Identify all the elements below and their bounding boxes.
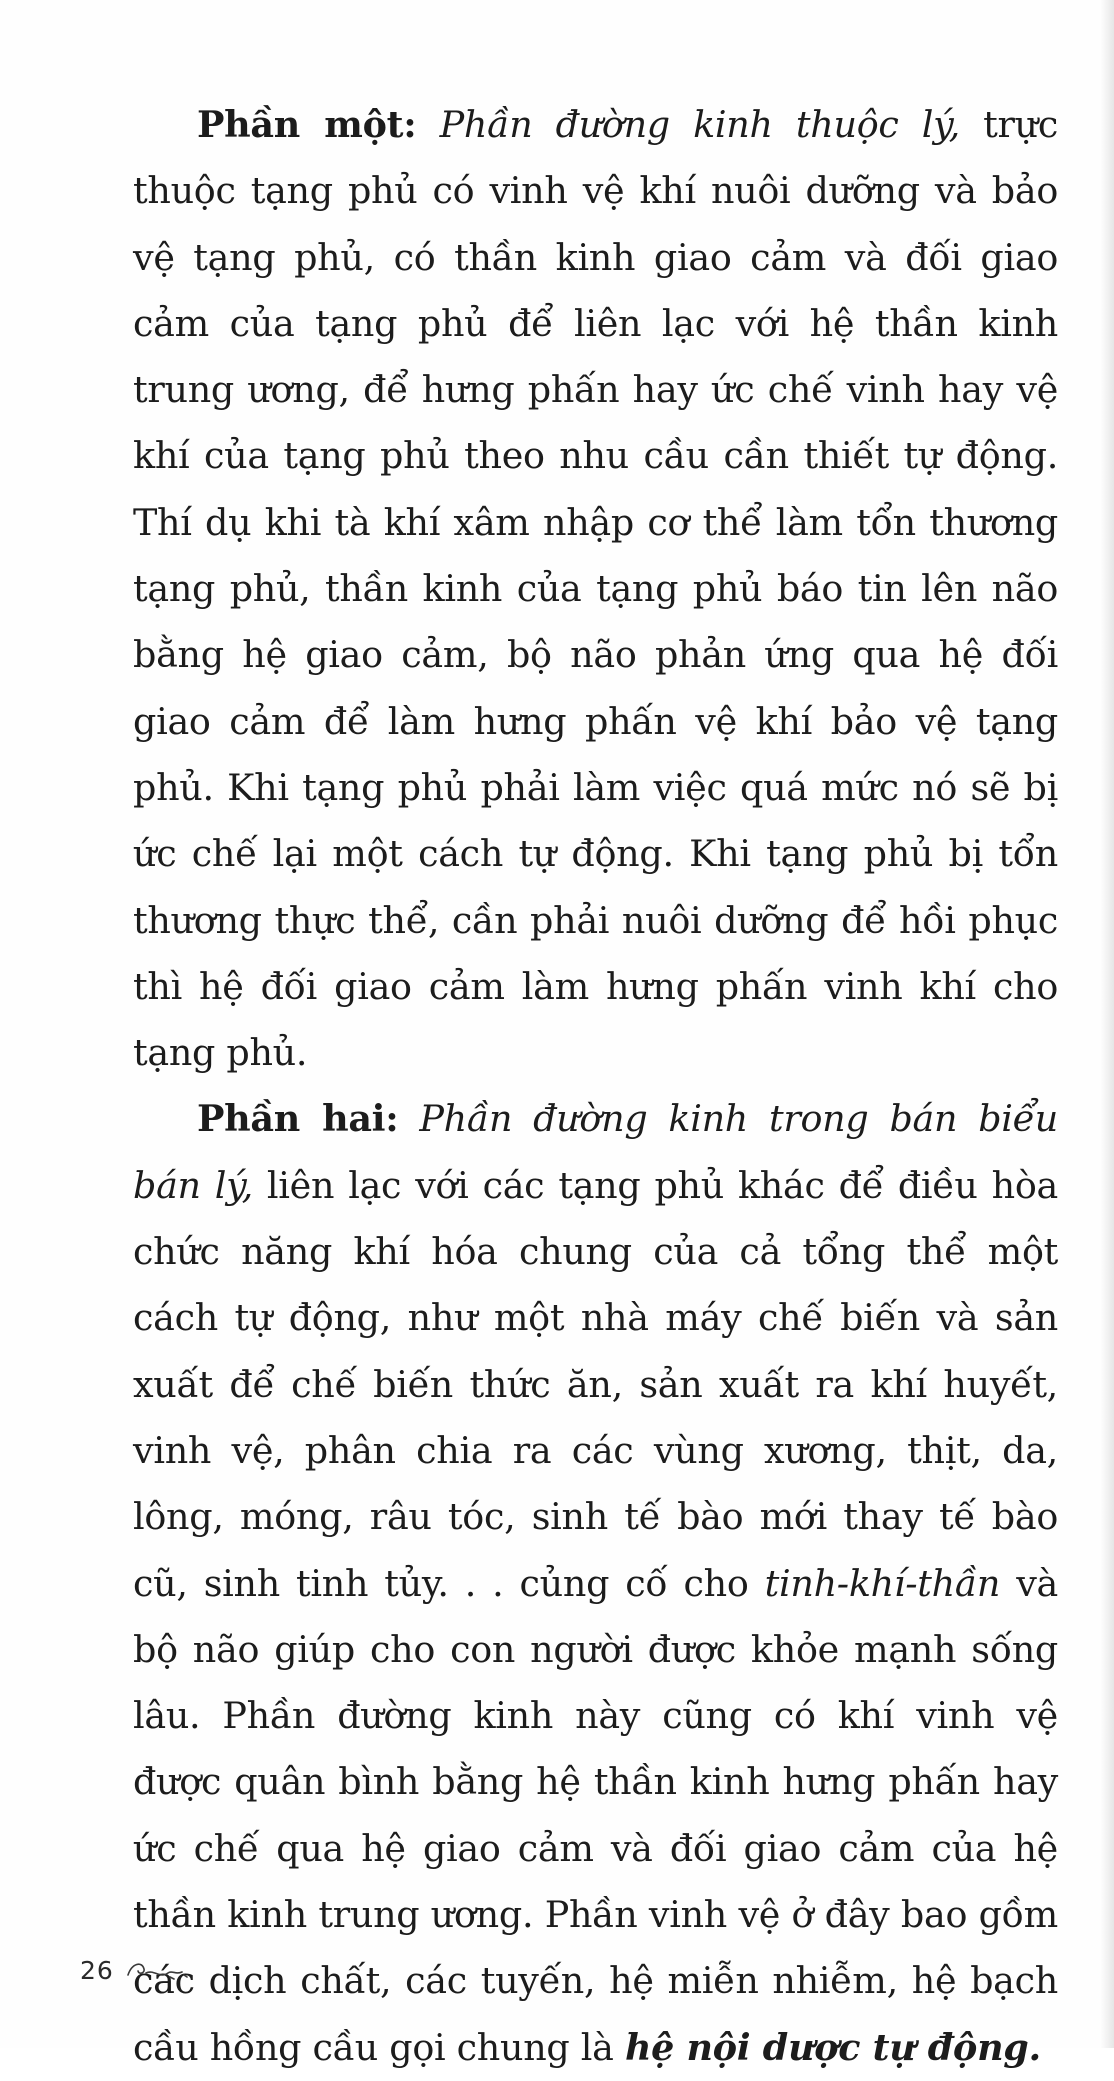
paragraph-body: liên lạc với các tạng phủ khác để điều hòa chức năng khí hóa chung của cả tổng thể một cách tự động, như một nhà máy chế biến và sản xuất để chế biến thức ăn, sản xuất ra khí huyết, vinh vệ, phân chia ra các vùng xương, thịt, da, lông, móng, râu tóc, sinh tế bào mới thay tế bào cũ, sinh tinh tủy. . . củng cố cho: [133, 1163, 1058, 1605]
paragraph-body-continued: và bộ não giúp cho con người được khỏe mạnh sống lâu. Phần đường kinh này cũng có khí vinh vệ được quân bình bằng hệ thần kinh hưng phấn hay ức chế qua hệ giao cảm và đối giao cảm của hệ thần kinh trung ương. Phần vinh vệ ở đây bao gồm các dịch chất, các tuyến, hệ miễn nhiễm, hệ bạch cầu hồng cầu gọi chung là: [133, 1561, 1058, 2069]
paragraph-part-two: [133, 1086, 1058, 2080]
page-edge-shadow: [1100, 0, 1114, 2048]
page-number: 26: [80, 1955, 114, 1985]
paragraph-lead: Phần hai:: [197, 1097, 399, 1141]
paragraph-title: Phần đường kinh thuộc lý,: [439, 103, 960, 146]
paragraph-part-one: [133, 92, 1058, 1086]
italic-term: tinh-khí-thần: [764, 1561, 1001, 1605]
paragraph-lead: Phần một:: [197, 103, 417, 146]
page-footer: [80, 1950, 190, 1990]
decorative-swirl-icon: [124, 1957, 190, 1983]
paragraph-body: trực thuộc tạng phủ có vinh vệ khí nuôi dưỡng và bảo vệ tạng phủ, có thần kinh giao cảm và đối giao cảm của tạng phủ để liên lạc với hệ thần kinh trung ương, để hưng phấn hay ức chế vinh hay vệ khí của tạng phủ theo nhu cầu cần thiết tự động. Thí dụ khi tà khí xâm nhập cơ thể làm tổn thương tạng phủ, thần kinh của tạng phủ báo tin lên não bằng hệ giao cảm, bộ não phản ứng qua hệ đối giao cảm để làm hưng phấn vệ khí bảo vệ tạng phủ. Khi tạng phủ phải làm việc quá mức nó sẽ bị ức chế lại một cách tự động. Khi tạng phủ bị tổn thương thực thể, cần phải nuôi dưỡng để hồi phục thì hệ đối giao cảm làm hưng phấn vinh khí cho tạng phủ.: [133, 103, 1059, 1075]
bold-italic-conclusion: hệ nội dược tự động.: [624, 2025, 1041, 2069]
text-block: [133, 92, 1058, 2081]
paragraph-title: Phần đường kinh trong bán biểu bán lý,: [133, 1097, 1058, 1207]
